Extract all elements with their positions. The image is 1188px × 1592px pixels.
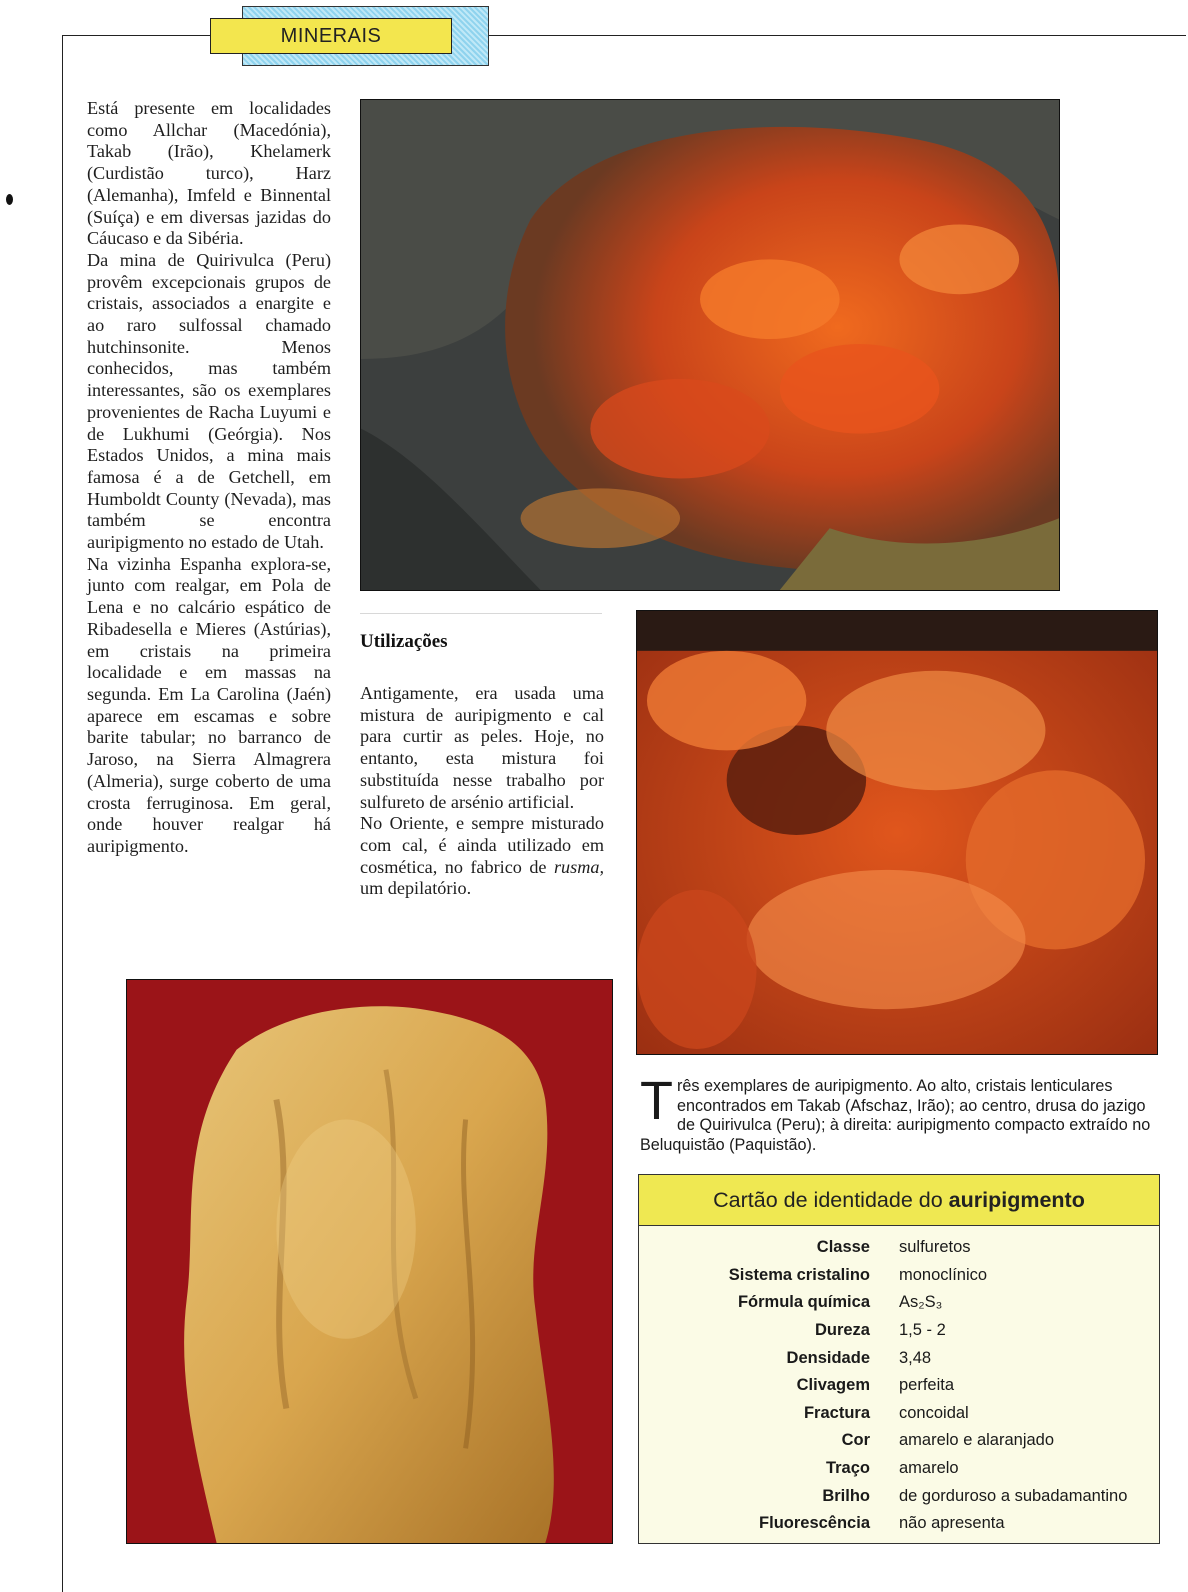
property-label: Cor xyxy=(841,1431,870,1450)
property-value: 3,48 xyxy=(899,1348,932,1367)
property-value: sulfuretos xyxy=(899,1238,971,1257)
caption-initial: T xyxy=(640,1071,673,1131)
paragraph: Antigamente, era usada uma mistura de auripigmento e cal para curtir as peles. Hoje, no entanto, esta mistura foi substituída nesse trabalho por sulfureto de arsénio artificial. xyxy=(360,683,604,812)
section-tab: MINERAIS xyxy=(210,18,452,54)
property-label: Densidade xyxy=(786,1348,870,1367)
property-row xyxy=(639,1455,1159,1483)
paragraph: No Oriente, e sempre misturado com cal, é ainda utilizado em cosmética, no fabrico de rusma, um depilatório. xyxy=(360,813,604,899)
text-column-left xyxy=(87,98,331,858)
property-row xyxy=(639,1317,1159,1345)
photo-caption: Três exemplares de auripigmento. Ao alto, cristais lenticulares encontrados em Takab (Afschaz, Irão); ao centro, drusa do jazigo de Quirivulca (Peru); à direita: auripigmento compacto extraído no Beluquistão (Paquistão). xyxy=(640,1071,1151,1154)
property-row xyxy=(639,1427,1159,1455)
property-value: amarelo e alaranjado xyxy=(899,1431,1055,1450)
property-value: concoidal xyxy=(899,1403,969,1422)
property-label: Fórmula química xyxy=(737,1293,870,1312)
property-label: Fluorescência xyxy=(759,1514,870,1533)
margin-dot xyxy=(6,194,13,205)
identity-card xyxy=(638,1174,1160,1544)
section-rule xyxy=(360,613,602,614)
property-row xyxy=(639,1482,1159,1510)
paragraph: Na vizinha Espanha explora-se, junto com realgar, em Pola de Lena e no calcário espático de Ribadesella e Mieres (Astúrias), em cristais na primeira localidade e em massas na segunda. Em La Carolina (Jaén) aparece em escamas e sobre barite tabular; no barranco de Jaroso, na Sierra Almagrera (Almeria), surge coberto de uma crosta ferruginosa. Em geral, onde houver realgar há auripigmento. xyxy=(87,553,331,856)
property-label: Classe xyxy=(816,1238,870,1257)
property-label: Sistema cristalino xyxy=(728,1265,870,1284)
property-value: 1,5 - 2 xyxy=(899,1321,946,1340)
paragraph: Está presente em localidades como Allchar (Macedónia), Takab (Irão), Khelamerk (Curdistão turco), Harz (Alemanha), Imfeld e Binnental (Suíça) e em diversas jazidas do Cáucaso e da Sibéria. xyxy=(87,98,331,249)
photo-compact-beluquistao xyxy=(126,979,613,1544)
photo-druse-quirivulca xyxy=(636,610,1158,1055)
property-value: monoclínico xyxy=(899,1265,988,1284)
text-column-uses xyxy=(360,683,604,900)
identity-card-title: Cartão de identidade do auripigmento xyxy=(639,1175,1159,1226)
property-row xyxy=(639,1234,1159,1262)
property-row xyxy=(639,1510,1159,1538)
property-label: Brilho xyxy=(822,1486,870,1505)
property-label: Dureza xyxy=(814,1321,870,1340)
property-value: amarelo xyxy=(899,1459,959,1478)
property-row xyxy=(639,1289,1159,1317)
property-row xyxy=(639,1400,1159,1428)
property-value: perfeita xyxy=(899,1376,955,1395)
property-label: Traço xyxy=(825,1459,870,1478)
property-row xyxy=(639,1262,1159,1290)
photo-crystals-takab xyxy=(360,99,1060,591)
property-row xyxy=(639,1372,1159,1400)
paragraph: Da mina de Quirivulca (Peru) provêm excepcionais grupos de cristais, associados a enargite e ao raro sulfossal chamado hutchinsonite. Menos conhecidos, mas também interessantes, são os exemplares provenientes de Racha Luyumi e de Lukhumi (Geórgia). Nos Estados Unidos, a mina mais famosa é a de Getchell, em Humboldt County (Nevada), mas também se encontra auripigmento no estado de Utah. xyxy=(87,249,331,553)
property-label: Fractura xyxy=(803,1403,870,1422)
uses-heading: Utilizações xyxy=(360,631,448,652)
italic-term: rusma, xyxy=(553,856,604,877)
identity-card-rows xyxy=(639,1226,1159,1538)
property-value: não apresenta xyxy=(899,1514,1005,1533)
property-value: de gorduroso a subadamantino xyxy=(899,1486,1128,1505)
property-row xyxy=(639,1344,1159,1372)
property-label: Clivagem xyxy=(796,1376,870,1395)
property-value: As₂S₃ xyxy=(899,1293,943,1312)
